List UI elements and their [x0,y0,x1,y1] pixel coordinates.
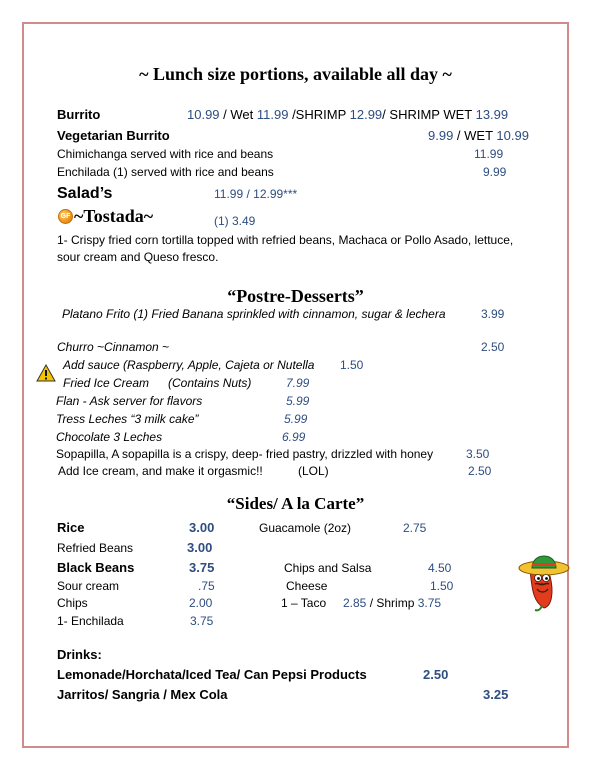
cheese-price: 1.50 [430,579,454,593]
chocolate-name: Chocolate 3 Leches [56,430,163,444]
taco-price: 2.85 [343,596,367,610]
refried-beans-name: Refried Beans [57,541,134,555]
drinks-row1-name: Lemonade/Horchata/Iced Tea/ Can Pepsi Products [57,667,367,682]
chips-price: 2.00 [189,596,213,610]
burrito-shrimp-wet-label: / SHRIMP WET [382,107,476,122]
tostada-name: ~Tostada~ [74,206,154,226]
burrito-shrimp-wet-price: 13.99 [475,107,509,122]
platano-name: Platano Frito (1) Fried Banana sprinkled with cinnamon, sugar & lechera [62,307,446,321]
platano-price: 3.99 [481,307,505,321]
sauce-price: 1.50 [340,358,364,372]
veg-burrito-wet-price: 10.99 [496,128,529,143]
taco-shrimp-price: 3.75 [417,596,442,610]
taco-prices [343,596,441,610]
side-enchilada-price: 3.75 [190,614,214,628]
burrito-shrimp-label: /SHRIMP [288,107,350,122]
tres-leches-name: Tress Leches “3 milk cake” [56,412,199,426]
tostada-description-line1: 1- Crispy fried corn tortilla topped with refried beans, Machaca or Pollo Asado, lettuce, [57,233,514,247]
flan-price: 5.99 [286,394,310,408]
enchilada-name: Enchilada (1) served with rice and beans [57,165,274,179]
refried-beans-price: 3.00 [187,540,213,555]
page-title: ~ Lunch size portions, available all day ~ [139,64,452,84]
fried-ice-cream-name: Fried Ice Cream [63,376,150,390]
sopapilla-price: 3.50 [466,447,490,461]
chips-name: Chips [57,596,88,610]
enchilada-price: 9.99 [483,165,507,179]
ice-cream-addon-price: 2.50 [468,464,492,478]
veg-burrito-prices [428,128,529,143]
chimichanga-name: Chimichanga served with rice and beans [57,147,274,161]
drinks-row2-name: Jarritos/ Sangria / Mex Cola [57,687,228,702]
salads-name: Salad’s [57,185,113,202]
taco-shrimp-label: / Shrimp [366,596,418,610]
sauce-name: Add sauce (Raspberry, Apple, Cajeta or Nutella [63,358,315,372]
guacamole-price: 2.75 [403,521,427,535]
tostada-description-line2: sour cream and Queso fresco. [57,250,219,264]
guacamole-name: Guacamole (2oz) [259,521,352,535]
ice-cream-addon-note: (LOL) [298,464,329,478]
black-beans-price: 3.75 [189,560,215,575]
ice-cream-addon-name: Add Ice cream, and make it orgasmic!! [58,464,263,478]
side-enchilada-name: 1- Enchilada [57,614,124,628]
fried-ice-cream-note: (Contains Nuts) [168,376,252,390]
chocolate-price: 6.99 [282,430,306,444]
salads-price: 11.99 / 12.99*** [214,187,298,201]
veg-burrito-name: Vegetarian Burrito [57,128,170,143]
burrito-shrimp-price: 12.99 [349,107,383,122]
sides-title: “Sides/ A la Carte” [226,494,365,513]
churro-price: 2.50 [481,340,505,354]
drinks-row2-price: 3.25 [483,687,509,702]
burrito-name: Burrito [57,107,101,122]
sour-cream-name: Sour cream [57,579,120,593]
burrito-wet-price: 11.99 [256,107,289,122]
sombrero-pepper-mascot-icon [518,546,570,612]
warning-triangle-icon [36,364,56,382]
sour-cream-price: .75 [198,579,215,593]
fried-ice-cream-price: 7.99 [286,376,310,390]
drinks-row1-price: 2.50 [423,667,449,682]
sopapilla-name: Sopapilla, A sopapilla is a crispy, deep- fried pastry, drizzled with honey [56,447,434,461]
churro-name: Churro ~Cinnamon ~ [57,340,170,354]
tostada-price: (1) 3.49 [214,214,256,228]
rice-price: 3.00 [189,520,215,535]
chimichanga-price: 11.99 [474,147,504,161]
burrito-wet-label: / Wet [219,107,257,122]
chips-salsa-name: Chips and Salsa [284,561,372,575]
burrito-price: 10.99 [187,107,220,122]
black-beans-name: Black Beans [57,560,135,575]
chips-salsa-price: 4.50 [428,561,452,575]
cheese-name: Cheese [286,579,328,593]
tres-leches-price: 5.99 [284,412,308,426]
burrito-prices [187,107,508,122]
rice-name: Rice [57,520,85,535]
taco-name: 1 – Taco [281,596,327,610]
gf-badge-icon: GF [58,209,73,224]
veg-burrito-price: 9.99 [428,128,454,143]
desserts-title: “Postre-Desserts” [227,286,364,306]
drinks-title: Drinks: [57,647,102,662]
flan-name: Flan - Ask server for flavors [56,394,203,408]
veg-burrito-wet-label: / WET [453,128,497,143]
